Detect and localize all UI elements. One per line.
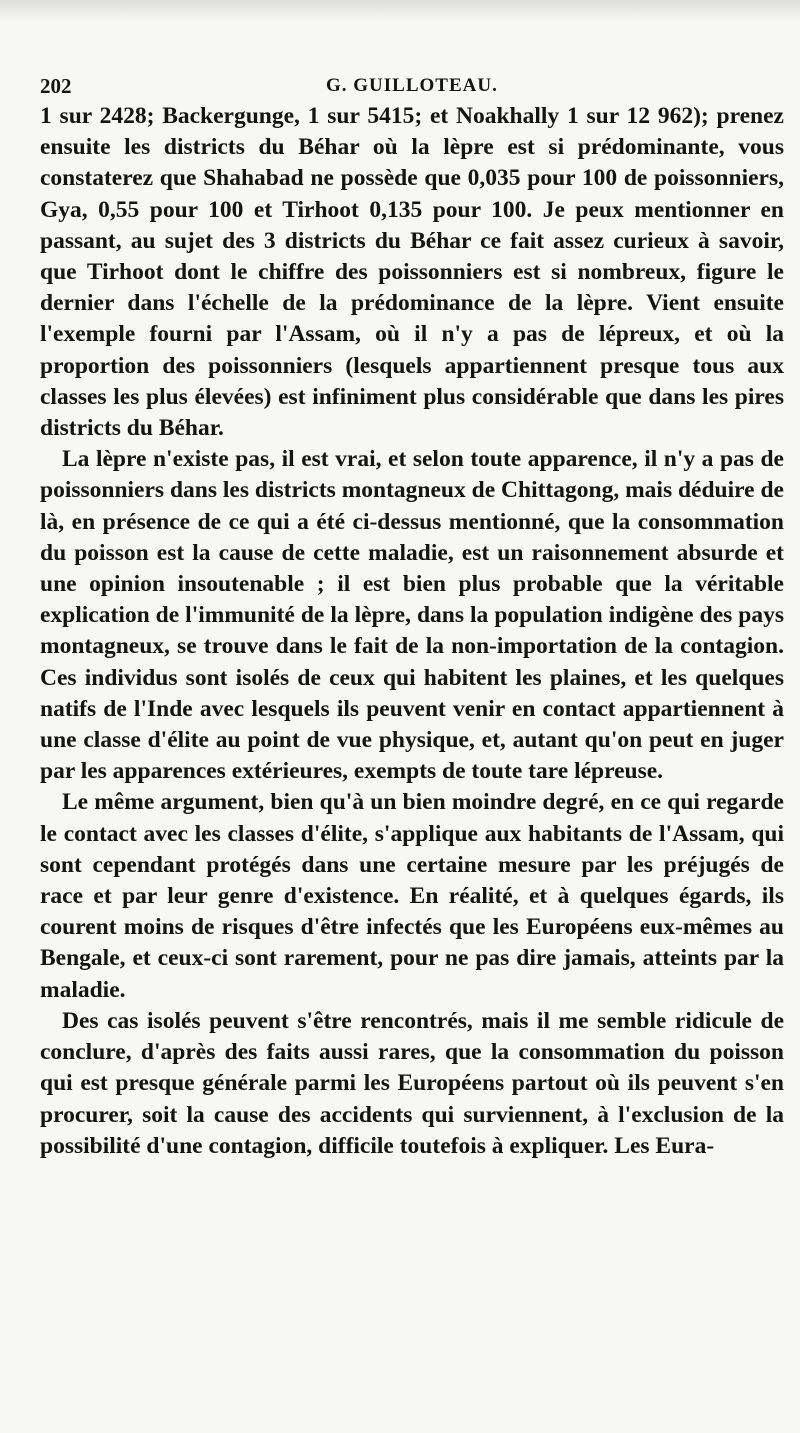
page-header [40, 74, 780, 100]
scan-edge-shadow [0, 0, 800, 22]
paragraph-1: 1 sur 2428; Backergunge, 1 sur 5415; et Noakhally 1 sur 12 962); prenez ensuite les districts du Béhar où la lèpre est si prédominante, vous constaterez que Shahabad ne possède que 0,035 pour 100 de poissonniers, Gya, 0,55 pour 100 et Tirhoot 0,135 pour 100. Je peux mentionner en passant, au sujet des 3 districts du Béhar ce fait assez curieux à savoir, que Tirhoot dont le chiffre des poissonniers est si nombreux, figure le dernier dans l'échelle de la prédominance de la lèpre. Vient ensuite l'exemple fourni par l'Assam, où il n'y a pas de lépreux, et où la proportion des poissonniers (lesquels appartiennent presque tous aux classes les plus élevées) est infiniment plus considérable que dans les pires districts du Béhar. [40, 103, 784, 442]
paragraph-2: La lèpre n'existe pas, il est vrai, et selon toute apparence, il n'y a pas de poissonniers dans les districts montagneux de Chittagong, mais déduire de là, en présence de ce qui a été ci-dessus mentionné, que la consommation du poisson est la cause de cette maladie, est un raisonnement absurde et une opinion insoutenable ; il est bien plus probable que la véritable explication de l'immunité de la lèpre, dans la population indigène des pays montagneux, se trouve dans le fait de la non-importation de la contagion. Ces individus sont isolés de ceux qui habitent les plaines, et les quelques natifs de l'Inde avec lesquels ils peuvent venir en contact appartiennent à une classe d'élite au point de vue physique, et, autant qu'on peut en juger par les apparences extérieures, exempts de toute tare lépreuse. [40, 446, 784, 785]
paragraph-4: Des cas isolés peuvent s'être rencontrés, mais il me semble ridicule de conclure, d'après des faits aussi rares, que la consommation du poisson qui est presque générale parmi les Européens partout où ils peuvent s'en procurer, soit la cause des accidents qui surviennent, à l'exclusion de la possibilité d'une contagion, difficile toutefois à expliquer. Les Eura- [40, 1007, 784, 1159]
paragraph-3: Le même argument, bien qu'à un bien moindre degré, en ce qui regarde le contact avec les classes d'élite, s'applique aux habitants de l'Assam, qui sont cependant protégés dans une certaine mesure par les préjugés de race et par leur genre d'existence. En réalité, et à quelques égards, ils courent moins de risques d'être infectés que les Européens eux-mêmes au Bengale, et ceux-ci sont rarement, pour ne pas dire jamais, atteints par la maladie. [40, 789, 784, 1003]
running-title: G. GUILLOTEAU. [326, 75, 498, 96]
page-number: 202 [40, 74, 72, 98]
body-text [40, 101, 784, 1162]
